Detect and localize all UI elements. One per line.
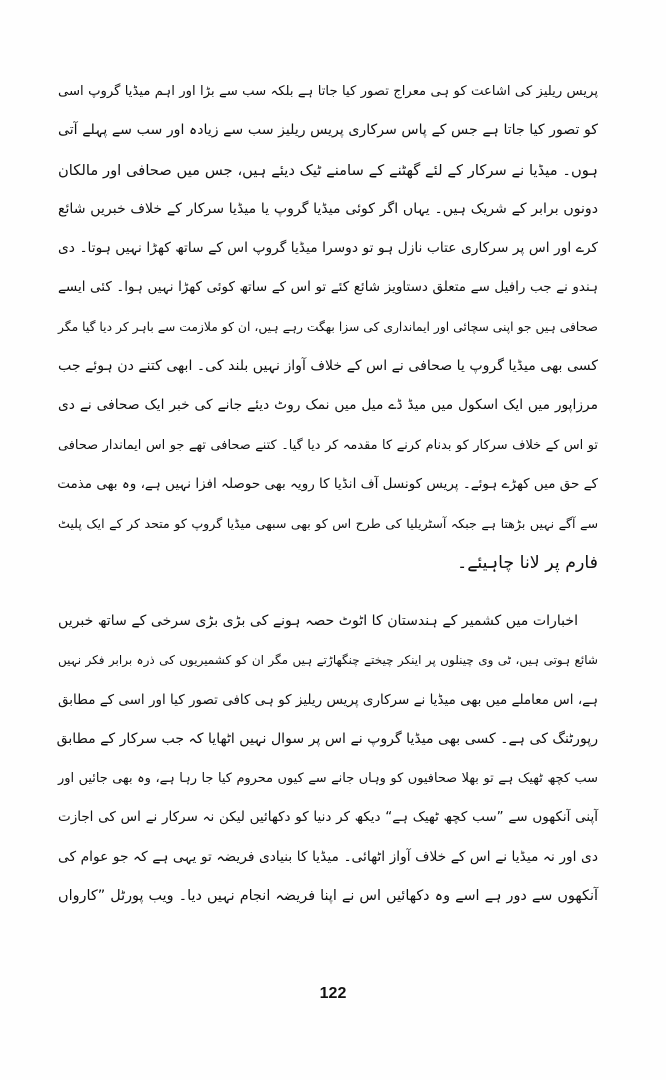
text-line: ہوں۔ میڈیا نے سرکار کے لئے گھٹنے کے سامنے ٹیک دیئے ہیں، جس میں صحافی اور مالکان (58, 161, 598, 179)
page-number: 122 (319, 985, 347, 1002)
text-line: ہندو نے جب رافیل سے متعلق دستاویز شائع کئے تو اس کے ساتھ کوئی کھڑا نہیں ہوا۔ کئی ایسے (58, 279, 598, 296)
text-line: دونوں برابر کے شریک ہیں۔ یہاں اگر کوئی میڈیا گروپ یا میڈیا سرکار کے خلاف خبریں شائع (58, 200, 598, 217)
text-line: سب کچھ ٹھیک ہے تو بھلا صحافیوں کو وہاں جانے سے کیوں محروم کیا جا رہا ہے، وہ بھی جائیں اور (58, 771, 598, 787)
text-line: ہے، اس معاملے میں بھی میڈیا نے سرکاری پریس ریلیز کو ہی کافی تصور کیا اور اسی کے مطابق (58, 691, 598, 708)
paragraph-1 (58, 72, 598, 583)
text-line: کے حق میں کھڑے ہوئے۔ پریس کونسل آف انڈیا کا رویہ بھی حوصلہ افزا نہیں ہے، وہ بھی مذمت (57, 475, 598, 492)
text-line: سے آگے نہیں بڑھتا ہے جبکہ آسٹریلیا کی طرح اس کو بھی سبھی میڈیا گروپ کو متحد کر کے ایک پلیٹ (58, 516, 598, 532)
text-line: کرے اور اس پر سرکاری عتاب نازل ہو تو دوسرا میڈیا گروپ اس کے ساتھ کھڑا نہیں ہوتا۔ دی (58, 240, 598, 257)
text-line: دی اور نہ میڈیا نے اس کے خلاف آواز اٹھائی۔ میڈیا کا بنیادی فریضہ تو یہی ہے کہ جو عوام کی (58, 848, 598, 865)
text-line: صحافی ہیں جو اپنی سچائی اور ایمانداری کی سزا بھگت رہے ہیں، ان کو ملازمت سے باہر کر دیا گیا مگر (58, 319, 598, 334)
text-line: شائع ہوتی ہیں، ٹی وی چینلوں پر اینکر چیختے چنگھاڑتے ہیں مگر ان کو کشمیریوں کی ذرہ برابر فکر نہیں (58, 653, 598, 668)
text-line: پریس ریلیز کی اشاعت کو ہی معراج تصور کیا جاتا ہے بلکہ سب سے بڑا اور اہم میڈیا گروپ اسی (58, 84, 598, 99)
text-line: آپنی آنکھوں سے ”سب کچھ ٹھیک ہے“ دیکھ کر دنیا کو دکھائیں لیکن نہ سرکار نے اس کی اجازت (58, 809, 598, 826)
text-line: مرزاپور میں ایک اسکول میں میڈ ڈے میل میں نمک روٹ دیئے جانے کی خبر ایک صحافی نے دی (58, 397, 598, 414)
text-line-last: فارم پر لانا چاہیئے۔ (457, 552, 598, 573)
text-line: تو اس کے خلاف سرکار کو بدنام کرنے کا مقدمہ کر دیا گیا۔ کتنے صحافی تھے جو اس ایماندار صحافی (58, 437, 598, 453)
text-line: کسی بھی میڈیا گروپ یا صحافی نے اس کے خلاف آواز نہیں بلند کی۔ ابھی کتنے دن ہوئے جب (58, 358, 598, 375)
text-line-first: اخبارات میں کشمیر کے ہندستان کا اٹوٹ حصہ ہونے کی بڑی بڑی سرخی کے ساتھ خبریں (58, 613, 578, 629)
text-line: آنکھوں سے دور ہے اسے وہ دکھائیں اس نے اپنا فریضہ انجام نہیں دیا۔ ویب پورٹل ”کارواں (58, 888, 598, 905)
paragraph-2 (58, 602, 598, 916)
text-line: کو تصور کیا جاتا ہے جس کے پاس سرکاری پریس ریلیز سب سے زیادہ اور سب سے پہلے آتی (58, 122, 598, 139)
text-line: رپورٹنگ کی ہے۔ کسی بھی میڈیا گروپ نے اس پر سوال نہیں اٹھایا کہ جب سرکار کے مطابق (56, 730, 598, 747)
